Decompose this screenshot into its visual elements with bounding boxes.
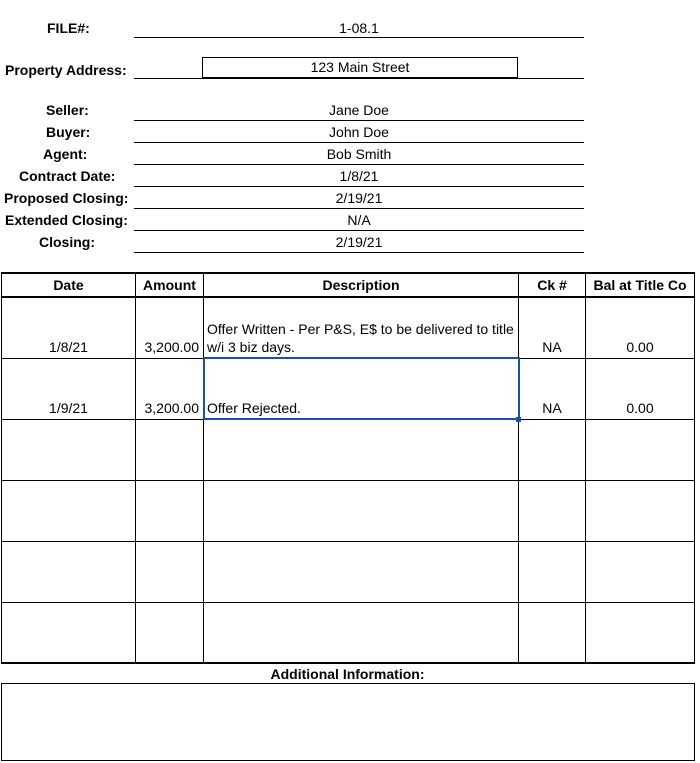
cell-balance[interactable] — [586, 602, 695, 663]
table-row — [2, 419, 695, 480]
cell-date[interactable] — [2, 480, 136, 541]
file-number-value[interactable]: 1-08.1 — [339, 20, 379, 36]
agent-label: Agent: — [43, 146, 88, 162]
cell-balance[interactable] — [586, 419, 695, 480]
ledger-table — [1, 272, 695, 664]
property-address-underline — [134, 78, 584, 79]
table-row — [2, 480, 695, 541]
column-header-description: Description — [204, 273, 519, 297]
extended-closing-value[interactable]: N/A — [347, 212, 371, 228]
additional-information-title: Additional Information: — [1, 662, 694, 684]
cell-description[interactable] — [204, 541, 519, 602]
cell-description[interactable] — [204, 480, 519, 541]
cell-date[interactable] — [2, 602, 136, 663]
agent-underline — [134, 164, 584, 165]
cell-date[interactable]: 1/8/21 — [2, 297, 136, 358]
table-row — [2, 358, 695, 419]
file-number-underline — [134, 37, 584, 38]
seller-label: Seller: — [46, 102, 89, 118]
cell-amount[interactable] — [136, 480, 204, 541]
column-header-balance: Bal at Title Co — [586, 273, 695, 297]
cell-description-text: Offer Rejected. — [207, 399, 301, 416]
cell-description[interactable] — [204, 419, 519, 480]
seller-value[interactable]: Jane Doe — [329, 102, 389, 118]
cell-date[interactable]: 1/9/21 — [2, 358, 136, 419]
buyer-value[interactable]: John Doe — [329, 124, 389, 140]
column-header-check-number: Ck # — [519, 273, 586, 297]
cell-balance[interactable]: 0.00 — [586, 297, 695, 358]
cell-amount[interactable]: 3,200.00 — [136, 358, 204, 419]
cell-description[interactable] — [204, 602, 519, 663]
seller-underline — [134, 120, 584, 121]
property-address-field[interactable]: 123 Main Street — [202, 57, 518, 78]
cell-amount[interactable]: 3,200.00 — [136, 297, 204, 358]
cell-amount[interactable] — [136, 602, 204, 663]
cell-description[interactable]: Offer Written - Per P&S, E$ to be delivered to title w/i 3 biz days. — [204, 297, 519, 358]
cell-check-number[interactable] — [519, 602, 586, 663]
extended-closing-underline — [134, 230, 584, 231]
closing-label: Closing: — [39, 234, 95, 250]
agent-value[interactable]: Bob Smith — [326, 146, 392, 162]
cell-balance[interactable] — [586, 480, 695, 541]
cell-check-number[interactable] — [519, 480, 586, 541]
contract-date-label: Contract Date: — [19, 168, 116, 184]
cell-description-selected[interactable] — [204, 358, 519, 419]
proposed-closing-underline — [134, 208, 584, 209]
cell-amount[interactable] — [136, 541, 204, 602]
column-header-amount: Amount — [136, 273, 204, 297]
cell-balance[interactable] — [586, 541, 695, 602]
closing-underline — [134, 252, 584, 253]
cell-amount[interactable] — [136, 419, 204, 480]
cell-check-number[interactable] — [519, 419, 586, 480]
cell-check-number[interactable] — [519, 541, 586, 602]
additional-information-field[interactable] — [1, 683, 695, 761]
proposed-closing-value[interactable]: 2/19/21 — [335, 190, 383, 206]
closing-value[interactable]: 2/19/21 — [335, 234, 383, 250]
extended-closing-label: Extended Closing: — [5, 212, 128, 228]
table-row — [2, 602, 695, 663]
cell-check-number[interactable]: NA — [519, 358, 586, 419]
contract-date-value[interactable]: 1/8/21 — [339, 168, 379, 184]
cell-check-number[interactable]: NA — [519, 297, 586, 358]
selection-fill-handle[interactable] — [516, 417, 521, 422]
file-number-label: FILE#: — [47, 20, 90, 36]
table-row — [2, 297, 695, 358]
ledger-header-row — [2, 273, 695, 297]
cell-date[interactable] — [2, 541, 136, 602]
buyer-label: Buyer: — [46, 124, 91, 140]
cell-balance[interactable]: 0.00 — [586, 358, 695, 419]
cell-date[interactable] — [2, 419, 136, 480]
buyer-underline — [134, 142, 584, 143]
table-row — [2, 541, 695, 602]
column-header-date: Date — [2, 273, 136, 297]
proposed-closing-label: Proposed Closing: — [4, 190, 129, 206]
contract-date-underline — [134, 186, 584, 187]
property-address-label: Property Address: — [5, 62, 127, 78]
